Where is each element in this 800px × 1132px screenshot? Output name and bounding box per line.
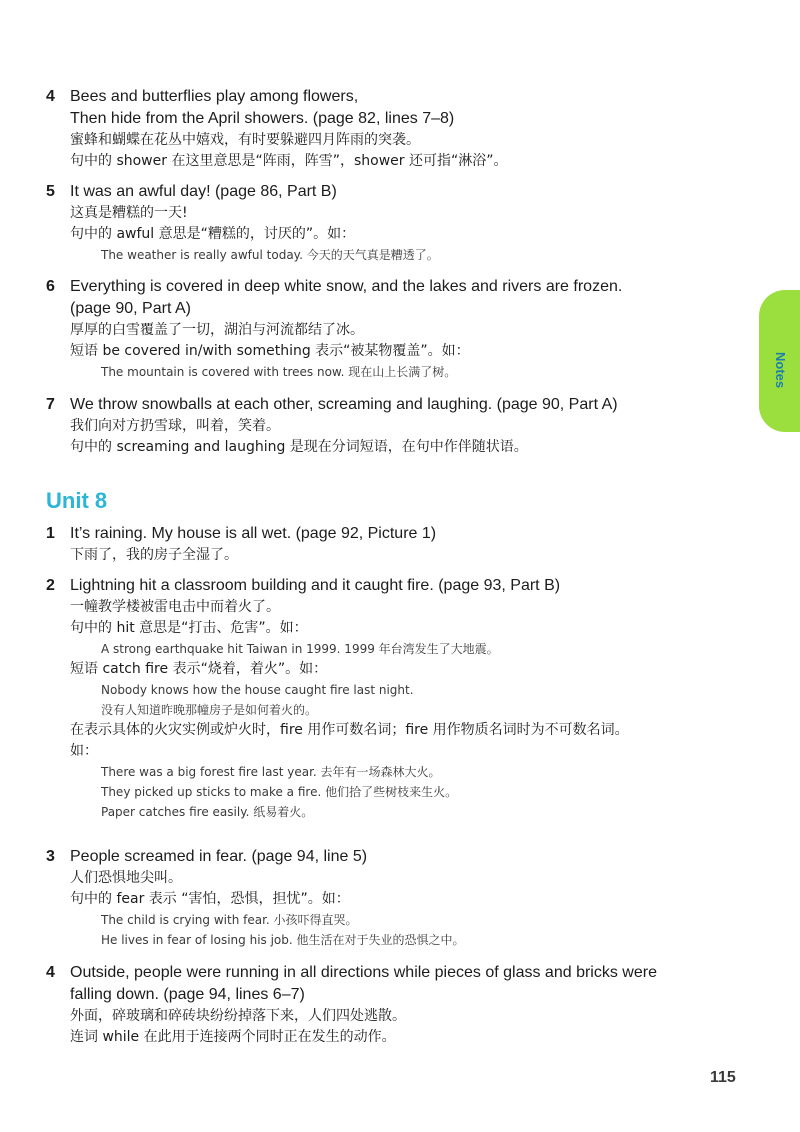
example-sentence: A strong earthquake hit Taiwan in 1999. 1999 年台湾发生了大地震。: [101, 642, 499, 656]
note-number: 7: [46, 396, 55, 413]
example-sentence: There was a big forest fire last year. 去年有一场森林大火。: [101, 765, 441, 779]
note-english-sentence: Bees and butterflies play among flowers, Then hide from the April showers. (page 82, lines 7–8): [70, 88, 455, 127]
note-chinese-line: 下雨了，我的房子全湿了。: [70, 547, 238, 563]
note-chinese-line: 句中的 screaming and laughing 是现在分词短语，在句中作伴随状语。: [70, 439, 528, 455]
note-english-sentence: Lightning hit a classroom building and it caught fire. (page 93, Part B): [70, 577, 561, 594]
note-item: [46, 575, 736, 822]
note-chinese-line: 连词 while 在此用于连接两个同时正在发生的动作。: [70, 1029, 396, 1045]
page-number: 115: [710, 1069, 736, 1086]
note-item: [46, 394, 736, 458]
note-number: 5: [46, 183, 55, 200]
example-sentence: Nobody knows how the house caught fire last night.: [101, 683, 414, 697]
note-number: 4: [46, 964, 55, 981]
note-number: 2: [46, 577, 55, 594]
note-english-sentence: It was an awful day! (page 86, Part B): [70, 183, 337, 200]
note-english-sentence: We throw snowballs at each other, screaming and laughing. (page 90, Part A): [70, 396, 618, 413]
note-item: [46, 523, 736, 566]
note-english-sentence: It’s raining. My house is all wet. (page 92, Picture 1): [70, 525, 437, 542]
note-chinese-line: 句中的 fear 表示 “害怕，恐惧，担忧”。如：: [70, 891, 350, 907]
note-chinese-line: 句中的 shower 在这里意思是“阵雨，阵雪”，shower 还可指“淋浴”。: [70, 153, 508, 169]
note-item: [46, 962, 736, 1048]
note-number: 1: [46, 525, 55, 542]
note-chinese-line: 人们恐惧地尖叫。: [70, 870, 182, 886]
note-chinese-line: 蜜蜂和蝴蝶在花丛中嬉戏，有时要躲避四月阵雨的突袭。: [70, 132, 420, 148]
notes-tab-label: Notes: [773, 351, 788, 389]
example-sentence: The weather is really awful today. 今天的天气真是糟透了。: [101, 248, 439, 262]
note-chinese-line: 厚厚的白雪覆盖了一切，湖泊与河流都结了冰。: [70, 322, 364, 338]
note-number: 3: [46, 848, 55, 865]
note-chinese-line: 外面，碎玻璃和碎砖块纷纷掉落下来，人们四处逃散。: [70, 1008, 406, 1024]
note-chinese-line: 在表示具体的火灾实例或炉火时，fire 用作可数名词；fire 用作物质名词时为不可数名词。: [70, 722, 629, 738]
note-number: 4: [46, 88, 55, 105]
example-sentence: The mountain is covered with trees now. 现在山上长满了树。: [101, 365, 457, 379]
note-english-sentence: Outside, people were running in all directions while pieces of glass and bricks were falling down. (page 94, lines 6–7): [70, 964, 657, 1003]
example-sentence: Paper catches fire easily. 纸易着火。: [101, 805, 314, 819]
example-sentence: The child is crying with fear. 小孩吓得直哭。: [101, 913, 358, 927]
note-chinese-line: 一幢教学楼被雷电击中而着火了。: [70, 599, 280, 615]
example-sentence: He lives in fear of losing his job. 他生活在对于失业的恐惧之中。: [101, 933, 465, 947]
note-chinese-line: 我们向对方扔雪球，叫着，笑着。: [70, 418, 280, 434]
note-item: [46, 846, 736, 950]
note-chinese-line: 短语 catch fire 表示“烧着，着火”。如：: [70, 661, 328, 677]
unit-heading: Unit 8: [46, 488, 108, 513]
note-item: [46, 276, 736, 382]
note-chinese-line: 短语 be covered in/with something 表示“被某物覆盖”。如：: [70, 343, 470, 359]
note-item: [46, 181, 736, 265]
note-chinese-line: 如：: [70, 743, 98, 759]
note-english-sentence: People screamed in fear. (page 94, line 5): [70, 848, 368, 865]
note-item: [46, 86, 736, 172]
note-chinese-line: 句中的 hit 意思是“打击、危害”。如：: [70, 620, 308, 636]
note-number: 6: [46, 278, 55, 295]
note-chinese-line: 这真是糟糕的一天!: [70, 205, 188, 221]
example-translation: 没有人知道昨晚那幢房子是如何着火的。: [101, 703, 318, 717]
note-english-sentence: Everything is covered in deep white snow, and the lakes and rivers are frozen. (page 90, Part A): [70, 278, 623, 317]
example-sentence: They picked up sticks to make a fire. 他们拾了些树枝来生火。: [101, 785, 458, 799]
note-chinese-line: 句中的 awful 意思是“糟糕的，讨厌的”。如：: [70, 226, 356, 242]
